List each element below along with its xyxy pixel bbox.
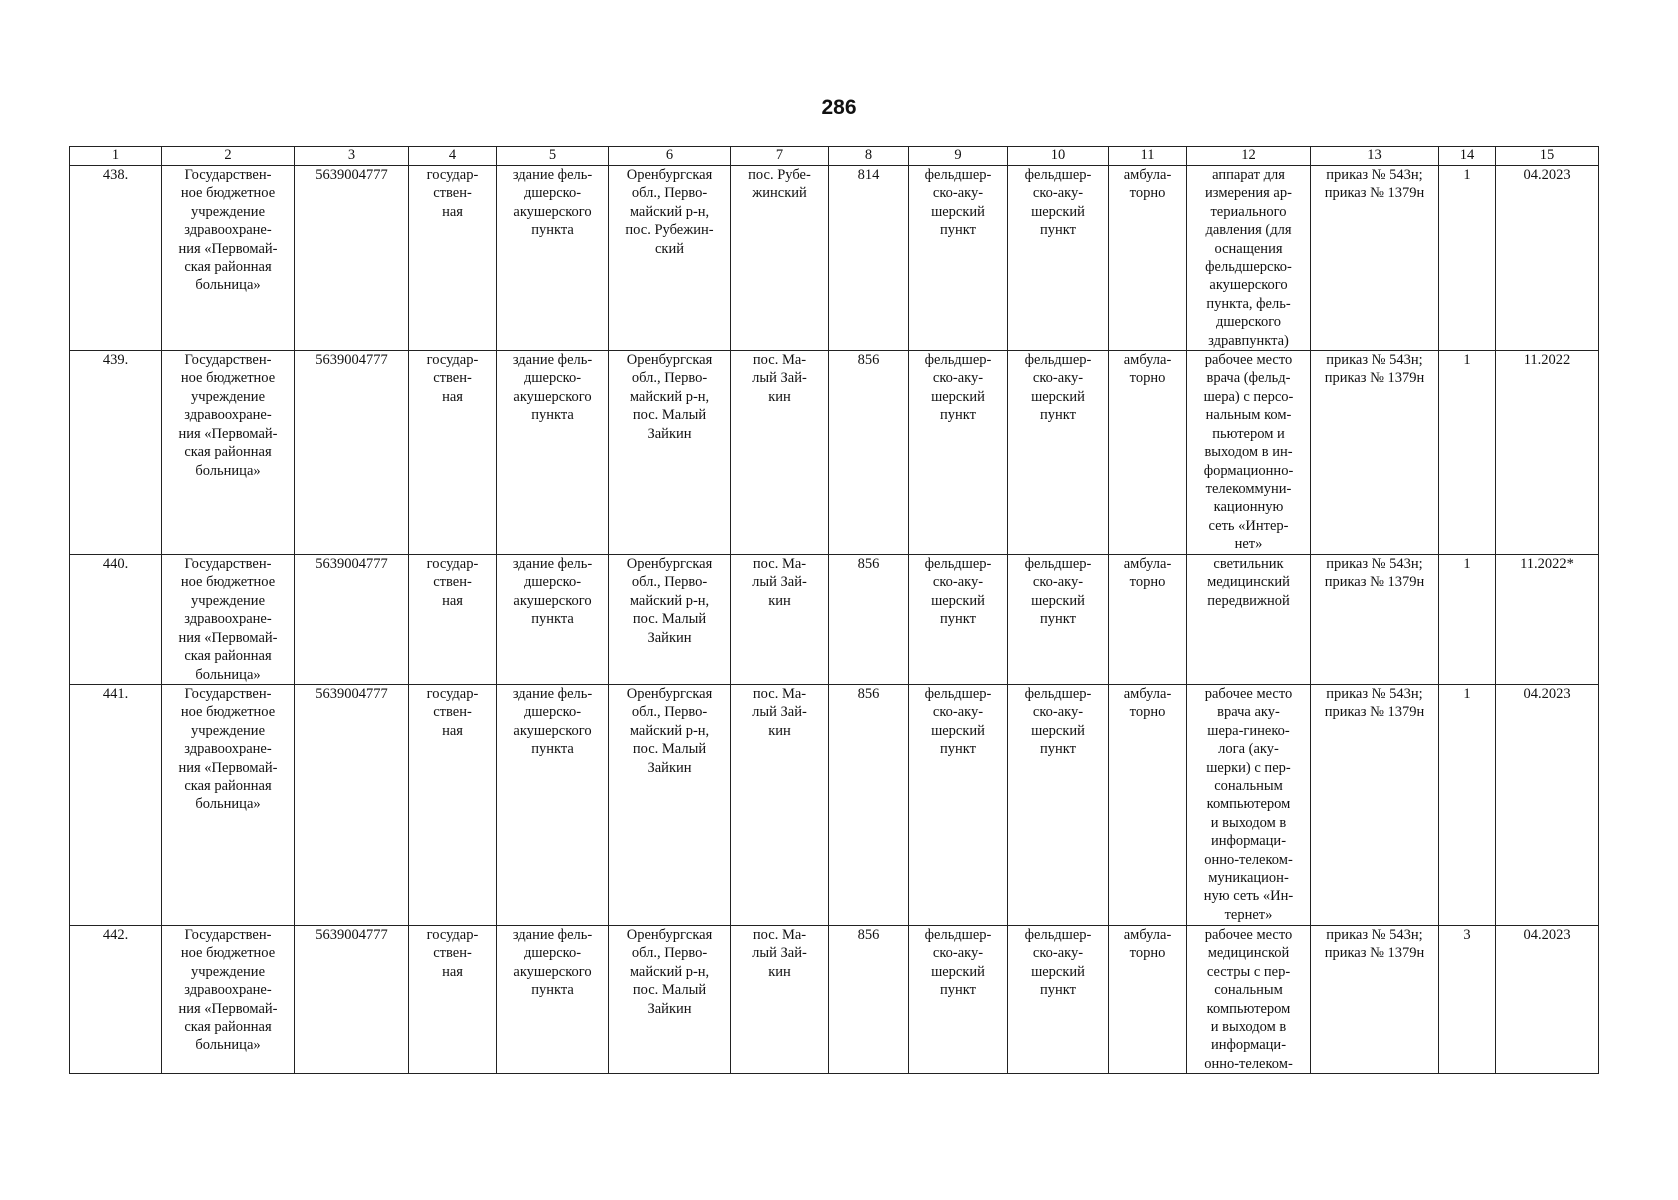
- facility-type: фельдшер- ско-аку- шерский пункт: [909, 925, 1008, 1073]
- equipment: рабочее место врача аку- шера-гинеко- лога (аку- шерки) с пер- сональным компьютером и выходом в информаци- онно-телеком- муникацион- ную сеть «Ин- тернет»: [1187, 684, 1311, 925]
- address: Оренбургская обл., Перво- майский р-н, пос. Малый Зайкин: [609, 555, 731, 685]
- column-header: 9: [909, 147, 1008, 166]
- organization-name: Государствен- ное бюджетное учреждение здравоохране- ния «Первомай- ская районная больница»: [162, 555, 295, 685]
- quantity: 1: [1439, 351, 1496, 555]
- address: Оренбургская обл., Перво- майский р-н, пос. Малый Зайкин: [609, 925, 731, 1073]
- column-header: 2: [162, 147, 295, 166]
- row-number: 442.: [70, 925, 162, 1073]
- column-header: 6: [609, 147, 731, 166]
- row-number: 439.: [70, 351, 162, 555]
- building-type: здание фель- дшерско- акушерского пункта: [497, 684, 609, 925]
- settlement: пос. Рубе- жинский: [731, 166, 829, 351]
- population: 856: [829, 555, 909, 685]
- column-header: 10: [1008, 147, 1109, 166]
- ownership-form: государ- ствен- ная: [409, 166, 497, 351]
- date: 04.2023: [1496, 925, 1599, 1073]
- building-type: здание фель- дшерско- акушерского пункта: [497, 555, 609, 685]
- population: 856: [829, 684, 909, 925]
- equipment: рабочее место врача (фельд- шера) с персо- нальным ком- пьютером и выходом в ин- формационно- телекоммуни- кационную сеть «Интер- нет»: [1187, 351, 1311, 555]
- row-number: 441.: [70, 684, 162, 925]
- table-row: [70, 351, 1599, 555]
- ownership-form: государ- ствен- ная: [409, 925, 497, 1073]
- column-header: 4: [409, 147, 497, 166]
- equipment: светильник медицинский передвижной: [1187, 555, 1311, 685]
- equipment: аппарат для измерения ар- териального давления (для оснащения фельдшерско- акушерского пункта, фель- дшерского здравпункта): [1187, 166, 1311, 351]
- column-header: 14: [1439, 147, 1496, 166]
- building-type: здание фель- дшерско- акушерского пункта: [497, 351, 609, 555]
- table-row: [70, 684, 1599, 925]
- facility-type-2: фельдшер- ско-аку- шерский пункт: [1008, 555, 1109, 685]
- table-row: [70, 925, 1599, 1073]
- care-form: амбула- торно: [1109, 351, 1187, 555]
- column-header: 11: [1109, 147, 1187, 166]
- care-form: амбула- торно: [1109, 925, 1187, 1073]
- table-header-row: [70, 147, 1599, 166]
- facility-type-2: фельдшер- ско-аку- шерский пункт: [1008, 351, 1109, 555]
- address: Оренбургская обл., Перво- майский р-н, пос. Малый Зайкин: [609, 351, 731, 555]
- care-form: амбула- торно: [1109, 166, 1187, 351]
- ownership-form: государ- ствен- ная: [409, 684, 497, 925]
- order-reference: приказ № 543н; приказ № 1379н: [1311, 166, 1439, 351]
- quantity: 1: [1439, 166, 1496, 351]
- organization-name: Государствен- ное бюджетное учреждение здравоохране- ния «Первомай- ская районная больница»: [162, 684, 295, 925]
- building-type: здание фель- дшерско- акушерского пункта: [497, 925, 609, 1073]
- care-form: амбула- торно: [1109, 684, 1187, 925]
- inn-code: 5639004777: [295, 684, 409, 925]
- address: Оренбургская обл., Перво- майский р-н, пос. Малый Зайкин: [609, 684, 731, 925]
- quantity: 1: [1439, 684, 1496, 925]
- settlement: пос. Ма- лый Зай- кин: [731, 684, 829, 925]
- facility-type: фельдшер- ско-аку- шерский пункт: [909, 684, 1008, 925]
- column-header: 13: [1311, 147, 1439, 166]
- order-reference: приказ № 543н; приказ № 1379н: [1311, 555, 1439, 685]
- table-row: [70, 555, 1599, 685]
- date: 11.2022: [1496, 351, 1599, 555]
- column-header: 1: [70, 147, 162, 166]
- column-header: 8: [829, 147, 909, 166]
- column-header: 3: [295, 147, 409, 166]
- column-header: 15: [1496, 147, 1599, 166]
- inn-code: 5639004777: [295, 351, 409, 555]
- population: 856: [829, 351, 909, 555]
- inn-code: 5639004777: [295, 925, 409, 1073]
- order-reference: приказ № 543н; приказ № 1379н: [1311, 351, 1439, 555]
- organization-name: Государствен- ное бюджетное учреждение здравоохране- ния «Первомай- ская районная больница»: [162, 351, 295, 555]
- facility-type-2: фельдшер- ско-аку- шерский пункт: [1008, 925, 1109, 1073]
- order-reference: приказ № 543н; приказ № 1379н: [1311, 925, 1439, 1073]
- date: 04.2023: [1496, 166, 1599, 351]
- date: 04.2023: [1496, 684, 1599, 925]
- facility-type: фельдшер- ско-аку- шерский пункт: [909, 351, 1008, 555]
- quantity: 1: [1439, 555, 1496, 685]
- organization-name: Государствен- ное бюджетное учреждение здравоохране- ния «Первомай- ская районная больница»: [162, 166, 295, 351]
- settlement: пос. Ма- лый Зай- кин: [731, 925, 829, 1073]
- ownership-form: государ- ствен- ная: [409, 555, 497, 685]
- row-number: 438.: [70, 166, 162, 351]
- ownership-form: государ- ствен- ная: [409, 351, 497, 555]
- inn-code: 5639004777: [295, 166, 409, 351]
- facility-type: фельдшер- ско-аку- шерский пункт: [909, 166, 1008, 351]
- facility-type: фельдшер- ско-аку- шерский пункт: [909, 555, 1008, 685]
- population: 856: [829, 925, 909, 1073]
- facility-type-2: фельдшер- ско-аку- шерский пункт: [1008, 684, 1109, 925]
- equipment: рабочее место медицинской сестры с пер- сональным компьютером и выходом в информаци- онно-телеком-: [1187, 925, 1311, 1073]
- settlement: пос. Ма- лый Зай- кин: [731, 351, 829, 555]
- settlement: пос. Ма- лый Зай- кин: [731, 555, 829, 685]
- facility-type-2: фельдшер- ско-аку- шерский пункт: [1008, 166, 1109, 351]
- document-table: [69, 146, 1599, 1074]
- inn-code: 5639004777: [295, 555, 409, 685]
- care-form: амбула- торно: [1109, 555, 1187, 685]
- column-header: 12: [1187, 147, 1311, 166]
- quantity: 3: [1439, 925, 1496, 1073]
- building-type: здание фель- дшерско- акушерского пункта: [497, 166, 609, 351]
- row-number: 440.: [70, 555, 162, 685]
- date: 11.2022*: [1496, 555, 1599, 685]
- organization-name: Государствен- ное бюджетное учреждение здравоохране- ния «Первомай- ская районная больница»: [162, 925, 295, 1073]
- column-header: 7: [731, 147, 829, 166]
- population: 814: [829, 166, 909, 351]
- column-header: 5: [497, 147, 609, 166]
- address: Оренбургская обл., Перво- майский р-н, пос. Рубежин- ский: [609, 166, 731, 351]
- page-number: 286: [821, 96, 857, 119]
- table-row: [70, 166, 1599, 351]
- order-reference: приказ № 543н; приказ № 1379н: [1311, 684, 1439, 925]
